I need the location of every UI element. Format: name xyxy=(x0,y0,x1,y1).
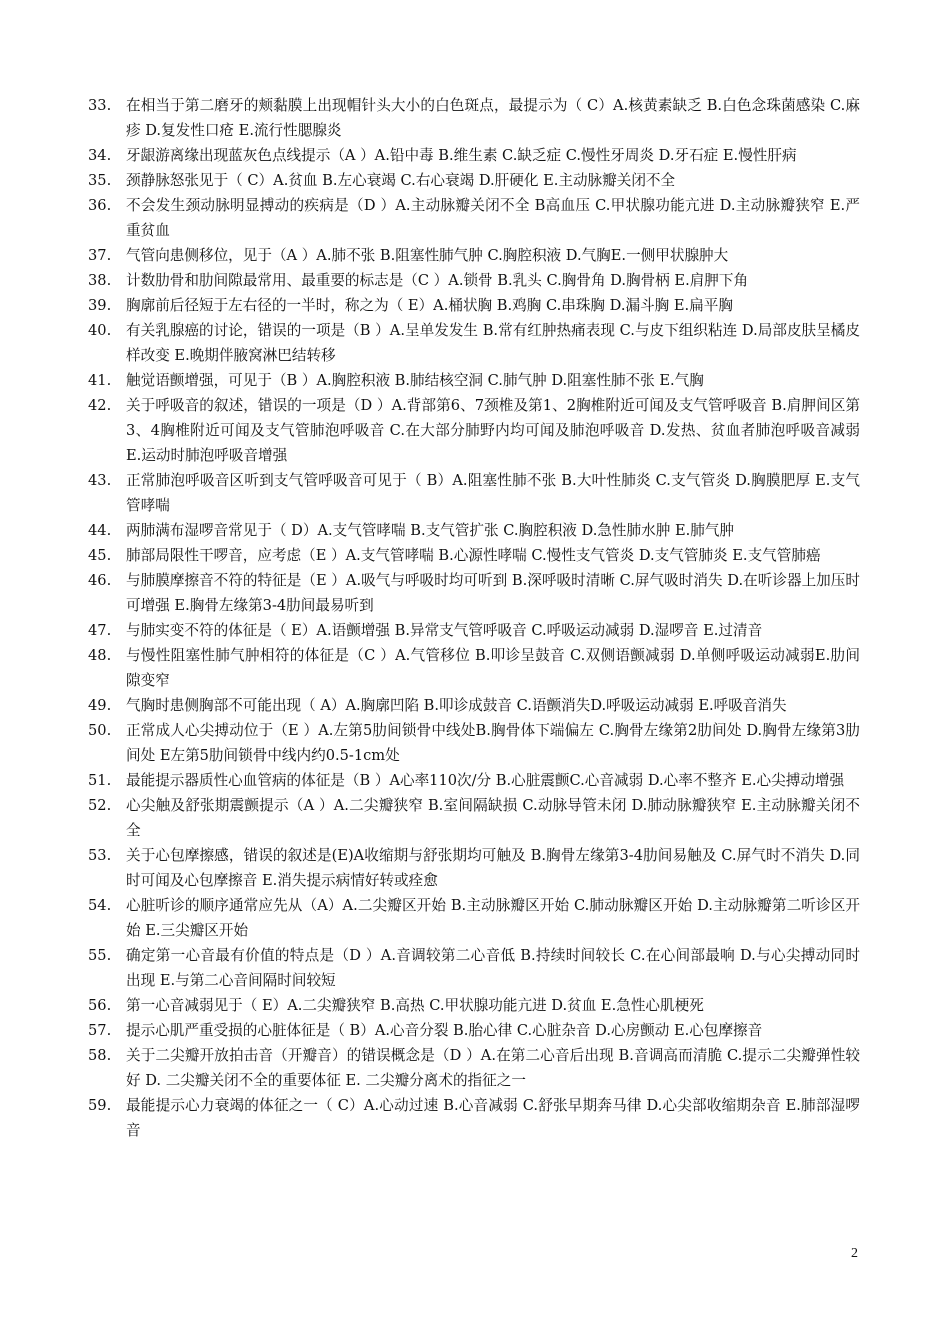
question-number: 38. xyxy=(88,272,112,289)
question-text: 关于二尖瓣开放拍击音（开瓣音）的错误概念是（D ）A.在第二心音后出现 B.音调高而清脆 C.提示二尖瓣弹性较好 D. 二尖瓣关闭不全的重要体征 E. 二尖瓣分离术的指征之一 xyxy=(126,1047,860,1089)
question-text: 肺部局限性干啰音，应考虑（E ）A.支气管哮喘 B.心源性哮喘 C.慢性支气管炎 D.支气管肺炎 E.支气管肺癌 xyxy=(126,547,821,564)
question-number: 40. xyxy=(88,322,112,339)
question-item xyxy=(88,268,860,293)
question-item xyxy=(88,693,860,718)
question-text: 不会发生颈动脉明显搏动的疾病是（D ）A.主动脉瓣关闭不全 B高血压 C.甲状腺功能亢进 D.主动脉瓣狭窄 E.严重贫血 xyxy=(126,197,860,239)
question-text: 心脏听诊的顺序通常应先从（A）A.二尖瓣区开始 B.主动脉瓣区开始 C.肺动脉瓣区开始 D.主动脉瓣第二听诊区开始 E.三尖瓣区开始 xyxy=(126,897,860,939)
question-number: 49. xyxy=(88,697,112,714)
question-number: 44. xyxy=(88,522,112,539)
question-item xyxy=(88,393,860,468)
question-number: 42. xyxy=(88,397,112,414)
question-item xyxy=(88,943,860,993)
question-number: 45. xyxy=(88,547,112,564)
question-item xyxy=(88,468,860,518)
question-text: 最能提示器质性心血管病的体征是（B ）A心率110次/分 B.心脏震颤C.心音减弱 D.心率不整齐 E.心尖搏动增强 xyxy=(126,772,845,789)
question-number: 46. xyxy=(88,572,112,589)
question-item xyxy=(88,618,860,643)
question-item xyxy=(88,143,860,168)
question-number: 55. xyxy=(88,947,112,964)
question-list xyxy=(88,93,860,1143)
question-text: 胸廓前后径短于左右径的一半时，称之为（ E）A.桶状胸 B.鸡胸 C.串珠胸 D.漏斗胸 E.扁平胸 xyxy=(126,297,733,314)
question-text: 触觉语颤增强，可见于（B ）A.胸腔积液 B.肺结核空洞 C.肺气肿 D.阻塞性肺不张 E.气胸 xyxy=(126,372,704,389)
question-text: 气管向患侧移位，见于（A ）A.肺不张 B.阻塞性肺气肿 C.胸腔积液 D.气胸E.一侧甲状腺肿大 xyxy=(126,247,729,264)
question-text: 第一心音减弱见于（ E）A.二尖瓣狭窄 B.高热 C.甲状腺功能亢进 D.贫血 E.急性心肌梗死 xyxy=(126,997,704,1014)
question-text: 计数肋骨和肋间隙最常用、最重要的标志是（C ）A.锁骨 B.乳头 C.胸骨角 D.胸骨柄 E.肩胛下角 xyxy=(126,272,749,289)
question-text: 与肺膜摩擦音不符的特征是（E ）A.吸气与呼吸时均可听到 B.深呼吸时清晰 C.屏气吸时消失 D.在听诊器上加压时可增强 E.胸骨左缘第3-4肋间最易听到 xyxy=(126,572,860,614)
question-text: 牙龈游离缘出现蓝灰色点线提示（A ）A.铅中毒 B.维生素 C.缺乏症 C.慢性牙周炎 D.牙石症 E.慢性肝病 xyxy=(126,147,797,164)
question-number: 37. xyxy=(88,247,112,264)
question-item xyxy=(88,643,860,693)
question-item xyxy=(88,893,860,943)
question-text: 有关乳腺癌的讨论，错误的一项是（B ）A.呈单发发生 B.常有红肿热痛表现 C.与皮下组织粘连 D.局部皮肤呈橘皮样改变 E.晚期伴腋窝淋巴结转移 xyxy=(126,322,860,364)
question-text: 关于心包摩擦感，错误的叙述是(E)A收缩期与舒张期均可触及 B.胸骨左缘第3-4肋间易触及 C.屏气时不消失 D.同时可闻及心包摩擦音 E.消失提示病情好转或痊愈 xyxy=(126,847,860,889)
question-text: 正常成人心尖搏动位于（E ）A.左第5肋间锁骨中线处B.胸骨体下端偏左 C.胸骨左缘第2肋间处 D.胸骨左缘第3肋间处 E左第5肋间锁骨中线内约0.5-1cm处 xyxy=(126,722,860,764)
question-number: 56. xyxy=(88,997,112,1014)
question-number: 39. xyxy=(88,297,112,314)
page-number: 2 xyxy=(851,1246,858,1261)
question-item xyxy=(88,243,860,268)
question-number: 43. xyxy=(88,472,112,489)
question-text: 在相当于第二磨牙的颊黏膜上出现帽针头大小的白色斑点，最提示为（ C）A.核黄素缺乏 B.白色念珠菌感染 C.麻疹 D.复发性口疮 E.流行性腮腺炎 xyxy=(126,97,860,139)
question-item xyxy=(88,193,860,243)
question-item xyxy=(88,368,860,393)
question-text: 与慢性阻塞性肺气肿相符的体征是（C ）A.气管移位 B.叩诊呈鼓音 C.双侧语颤减弱 D.单侧呼吸运动减弱E.肋间隙变窄 xyxy=(126,647,860,689)
question-number: 36. xyxy=(88,197,112,214)
question-text: 提示心肌严重受损的心脏体征是（ B）A.心音分裂 B.胎心律 C.心脏杂音 D.心房颤动 E.心包摩擦音 xyxy=(126,1022,763,1039)
question-text: 气胸时患侧胸部不可能出现（ A）A.胸廓凹陷 B.叩诊成鼓音 C.语颤消失D.呼吸运动减弱 E.呼吸音消失 xyxy=(126,697,787,714)
question-number: 50. xyxy=(88,722,112,739)
question-text: 关于呼吸音的叙述，错误的一项是（D ）A.背部第6、7颈椎及第1、2胸椎附近可闻及支气管呼吸音 B.肩胛间区第3、4胸椎附近可闻及支气管肺泡呼吸音 C.在大部分肺野内均可闻及肺泡呼吸音 D.发热、贫血者肺泡呼吸音减弱 E.运动时肺泡呼吸音增强 xyxy=(126,397,860,464)
question-item xyxy=(88,1093,860,1143)
question-item xyxy=(88,543,860,568)
question-item xyxy=(88,568,860,618)
question-item xyxy=(88,518,860,543)
question-number: 41. xyxy=(88,372,112,389)
question-number: 33. xyxy=(88,97,112,114)
question-text: 最能提示心力衰竭的体征之一（ C）A.心动过速 B.心音减弱 C.舒张早期奔马律 D.心尖部收缩期杂音 E.肺部湿啰音 xyxy=(126,1097,860,1139)
question-item xyxy=(88,318,860,368)
question-number: 52. xyxy=(88,797,112,814)
question-number: 53. xyxy=(88,847,112,864)
question-number: 54. xyxy=(88,897,112,914)
question-item xyxy=(88,993,860,1018)
question-text: 与肺实变不符的体征是（ E）A.语颤增强 B.异常支气管呼吸音 C.呼吸运动减弱 D.湿啰音 E.过清音 xyxy=(126,622,763,639)
question-number: 57. xyxy=(88,1022,112,1039)
question-number: 48. xyxy=(88,647,112,664)
question-item xyxy=(88,843,860,893)
question-number: 58. xyxy=(88,1047,112,1064)
question-item xyxy=(88,1018,860,1043)
question-item xyxy=(88,793,860,843)
question-text: 正常肺泡呼吸音区听到支气管呼吸音可见于（ B）A.阻塞性肺不张 B.大叶性肺炎 C.支气管炎 D.胸膜肥厚 E.支气管哮喘 xyxy=(126,472,860,514)
question-number: 34. xyxy=(88,147,112,164)
question-number: 47. xyxy=(88,622,112,639)
question-number: 51. xyxy=(88,772,112,789)
question-item xyxy=(88,293,860,318)
question-item xyxy=(88,718,860,768)
question-text: 颈静脉怒张见于（ C）A.贫血 B.左心衰竭 C.右心衰竭 D.肝硬化 E.主动脉瓣关闭不全 xyxy=(126,172,676,189)
question-item xyxy=(88,1043,860,1093)
question-item xyxy=(88,168,860,193)
question-number: 35. xyxy=(88,172,112,189)
question-text: 确定第一心音最有价值的特点是（D ）A.音调较第二心音低 B.持续时间较长 C.在心间部最响 D.与心尖搏动同时出现 E.与第二心音间隔时间较短 xyxy=(126,947,860,989)
question-item xyxy=(88,93,860,143)
question-item xyxy=(88,768,860,793)
question-text: 两肺满布湿啰音常见于（ D）A.支气管哮喘 B.支气管扩张 C.胸腔积液 D.急性肺水肿 E.肺气肿 xyxy=(126,522,735,539)
question-text: 心尖触及舒张期震颤提示（A ）A.二尖瓣狭窄 B.室间隔缺损 C.动脉导管未闭 D.肺动脉瓣狭窄 E.主动脉瓣关闭不全 xyxy=(126,797,860,839)
question-number: 59. xyxy=(88,1097,112,1114)
